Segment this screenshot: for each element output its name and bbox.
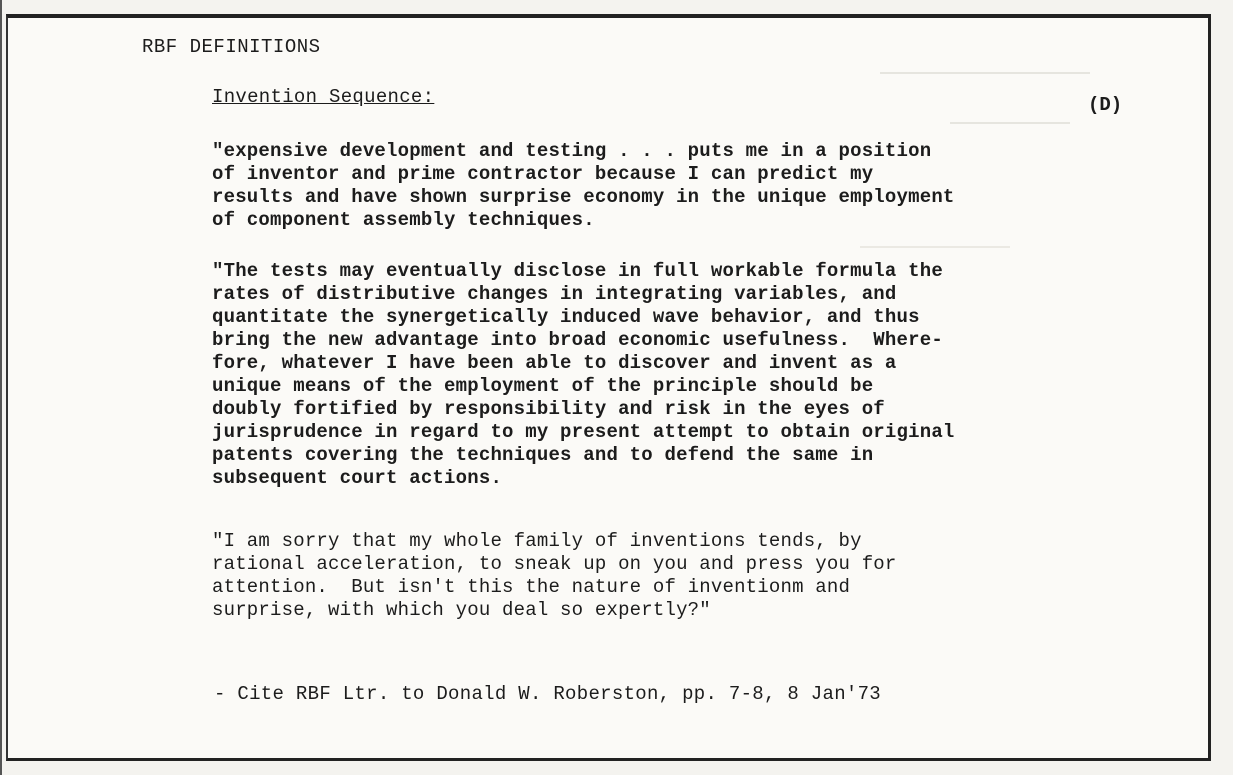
bleed-through-mark <box>880 62 1090 74</box>
document-title: RBF DEFINITIONS <box>142 36 321 58</box>
section-title: Invention Sequence: <box>212 86 435 108</box>
quote-paragraph-1: "expensive development and testing . . . puts me in a position of inventor and prime contractor because I can predict my results and have shown surprise economy in the unique employment of component assembly techniques. <box>212 140 955 231</box>
section-code: (D) <box>1088 94 1123 116</box>
bleed-through-mark <box>860 236 1010 248</box>
quote-paragraph-2: "The tests may eventually disclose in full workable formula the rates of distributive changes in integrating variables, and quantitate the synergetically induced wave behavior, and thus bring the new advantage into broad economic usefulness. Where- fore, whatever I have been able to discover and invent as a unique means of the employment of the principle should be doubly fortified by responsibility and risk in the eyes of jurisprudence in regard to my present attempt to obtain original patents covering the techniques and to defend the same in subsequent court actions. <box>212 260 955 489</box>
bleed-through-mark <box>950 112 1070 124</box>
page-edge <box>0 0 2 775</box>
citation: - Cite RBF Ltr. to Donald W. Roberston, pp. 7-8, 8 Jan'73 <box>214 683 882 705</box>
quote-paragraph-3: "I am sorry that my whole family of inventions tends, by rational acceleration, to sneak up on you and press you for attention. But isn't this the nature of inventionm and surprise, with which you deal so expertly?" <box>212 530 897 621</box>
